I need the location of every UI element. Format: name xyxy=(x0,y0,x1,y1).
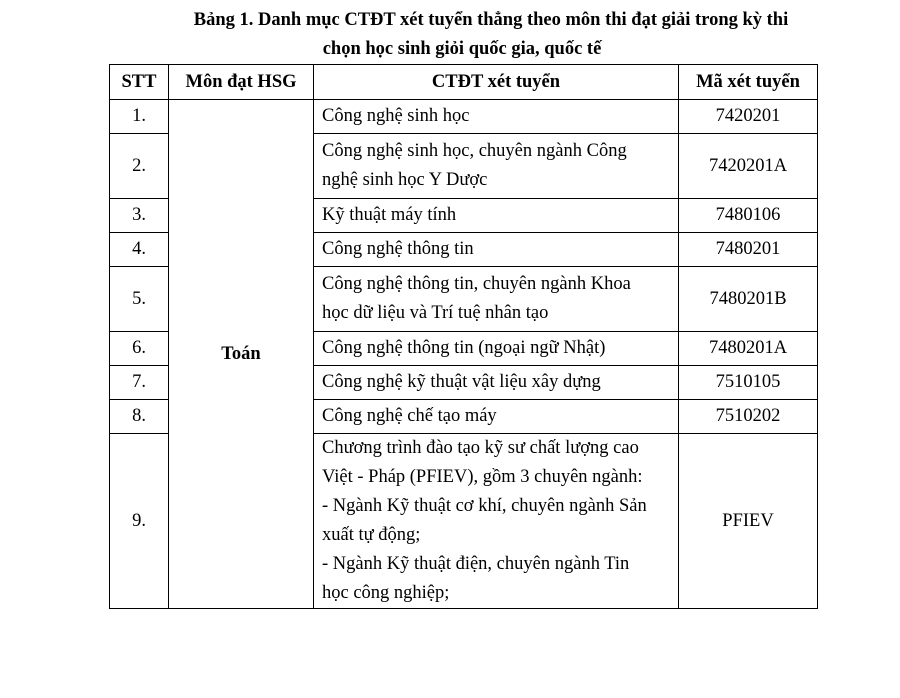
row-program xyxy=(314,233,679,267)
row-program xyxy=(314,199,679,233)
caption-line-1: Bảng 1. Danh mục CTĐT xét tuyển thẳng theo môn thi đạt giải trong kỳ thi xyxy=(193,10,789,30)
row-stt: 4. xyxy=(110,233,169,267)
row-code: 7480201 xyxy=(679,233,818,267)
row-program xyxy=(314,332,679,366)
header-program: CTĐT xét tuyển xyxy=(314,65,679,100)
program-table xyxy=(109,64,818,609)
program-line: Công nghệ sinh học, chuyên ngành Công xyxy=(322,141,627,161)
row-program xyxy=(314,100,679,134)
header-code: Mã xét tuyển xyxy=(679,65,818,100)
program-line: - Ngành Kỹ thuật cơ khí, chuyên ngành Sản xyxy=(322,496,647,516)
row-program xyxy=(314,434,679,609)
program-line: học công nghiệp; xyxy=(322,583,450,603)
table-header-row xyxy=(110,65,818,100)
program-line: - Ngành Kỹ thuật điện, chuyên ngành Tin xyxy=(322,554,630,574)
caption-line-2: chọn học sinh giỏi quốc gia, quốc tế xyxy=(322,39,602,59)
row-program xyxy=(314,366,679,400)
row-code: 7420201A xyxy=(679,134,818,199)
row-code: 7510202 xyxy=(679,400,818,434)
program-line: xuất tự động; xyxy=(322,525,421,545)
program-line: Chương trình đào tạo kỹ sư chất lượng cao xyxy=(322,438,639,458)
row-stt: 7. xyxy=(110,366,169,400)
program-line: Việt - Pháp (PFIEV), gồm 3 chuyên ngành: xyxy=(322,467,643,487)
row-stt: 2. xyxy=(110,134,169,199)
table-row xyxy=(110,100,818,134)
row-program xyxy=(314,134,679,199)
row-stt: 8. xyxy=(110,400,169,434)
program-line: Công nghệ chế tạo máy xyxy=(322,406,497,426)
header-stt: STT xyxy=(110,65,169,100)
row-program xyxy=(314,267,679,332)
program-line: nghệ sinh học Y Dược xyxy=(322,170,488,190)
header-subject: Môn đạt HSG xyxy=(169,65,314,100)
row-stt: 5. xyxy=(110,267,169,332)
program-line: Công nghệ kỹ thuật vật liệu xây dựng xyxy=(322,372,601,392)
row-code: PFIEV xyxy=(679,434,818,609)
row-stt: 3. xyxy=(110,199,169,233)
program-line: Công nghệ thông tin xyxy=(322,239,474,259)
row-code: 7480201B xyxy=(679,267,818,332)
program-line: học dữ liệu và Trí tuệ nhân tạo xyxy=(322,303,549,323)
program-line: Kỹ thuật máy tính xyxy=(322,205,457,225)
row-code: 7480201A xyxy=(679,332,818,366)
row-stt: 9. xyxy=(110,434,169,609)
program-line: Công nghệ sinh học xyxy=(322,106,470,126)
subject-cell: Toán xyxy=(169,100,314,609)
row-code: 7420201 xyxy=(679,100,818,134)
program-line: Công nghệ thông tin, chuyên ngành Khoa xyxy=(322,274,631,294)
row-stt: 1. xyxy=(110,100,169,134)
row-code: 7510105 xyxy=(679,366,818,400)
row-stt: 6. xyxy=(110,332,169,366)
row-code: 7480106 xyxy=(679,199,818,233)
row-program xyxy=(314,400,679,434)
table-caption xyxy=(0,6,900,64)
program-line: Công nghệ thông tin (ngoại ngữ Nhật) xyxy=(322,338,606,358)
